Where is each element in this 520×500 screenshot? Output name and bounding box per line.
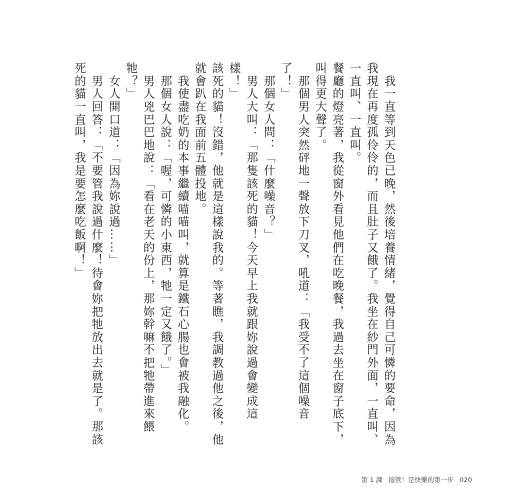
paragraph: 男人兇巴巴地說：「看在老天的份上，那妳幹嘛不把牠帶進來餵牠？」 [124, 62, 157, 434]
paragraph: 我一直等到天色已晚，然後培養情緒，覺得自己可憐的要命，因為我現在再度孤伶伶的，而且肚子又餓了。我坐在紗門外面，一直叫、一直叫、一直叫。 [348, 62, 397, 446]
paragraph: 那個女人說：「喔，可憐的小東西，牠一定又餓了。」 [159, 62, 174, 377]
paragraph: 那個女人問：「什麼噪音？」 [262, 62, 277, 242]
body-text [73, 62, 398, 450]
paragraph: 餐廳的燈亮著，我從窗外看見他們在吃晚餐，我過去坐在窗子底下，叫得更大聲了。 [314, 62, 346, 446]
paragraph: 那個男人突然砰地一聲放下刀叉，吼道：「我受不了這個噪音了！」 [279, 62, 311, 421]
chapter-label: 第 1 課 [361, 476, 383, 484]
paragraph: 該死的貓！沒錯，他就是這樣說我的。等著瞧，我調教過他之後，他就會趴在我面前五體投地。 [193, 62, 225, 446]
running-footer [357, 475, 472, 484]
paragraph: 我使盡吃奶的本事繼續喵喵叫，就算是鐵石心腸也會被我融化。 [176, 62, 191, 434]
paragraph: 男人大叫：「那隻該死的貓！今天早上我就跟妳說過會變成這樣！」 [228, 62, 260, 421]
paragraph: 男人回答：「不要管我說過什麼！待會妳把牠放出去就是了。那該死的貓一直叫，我是要怎麼吃飯啊！」 [73, 62, 105, 446]
chapter-title: 接管！是快樂的第一步 [388, 476, 454, 484]
paragraph: 女人開口道：「因為妳說過……」 [107, 62, 122, 267]
page-number: 020 [459, 476, 472, 484]
